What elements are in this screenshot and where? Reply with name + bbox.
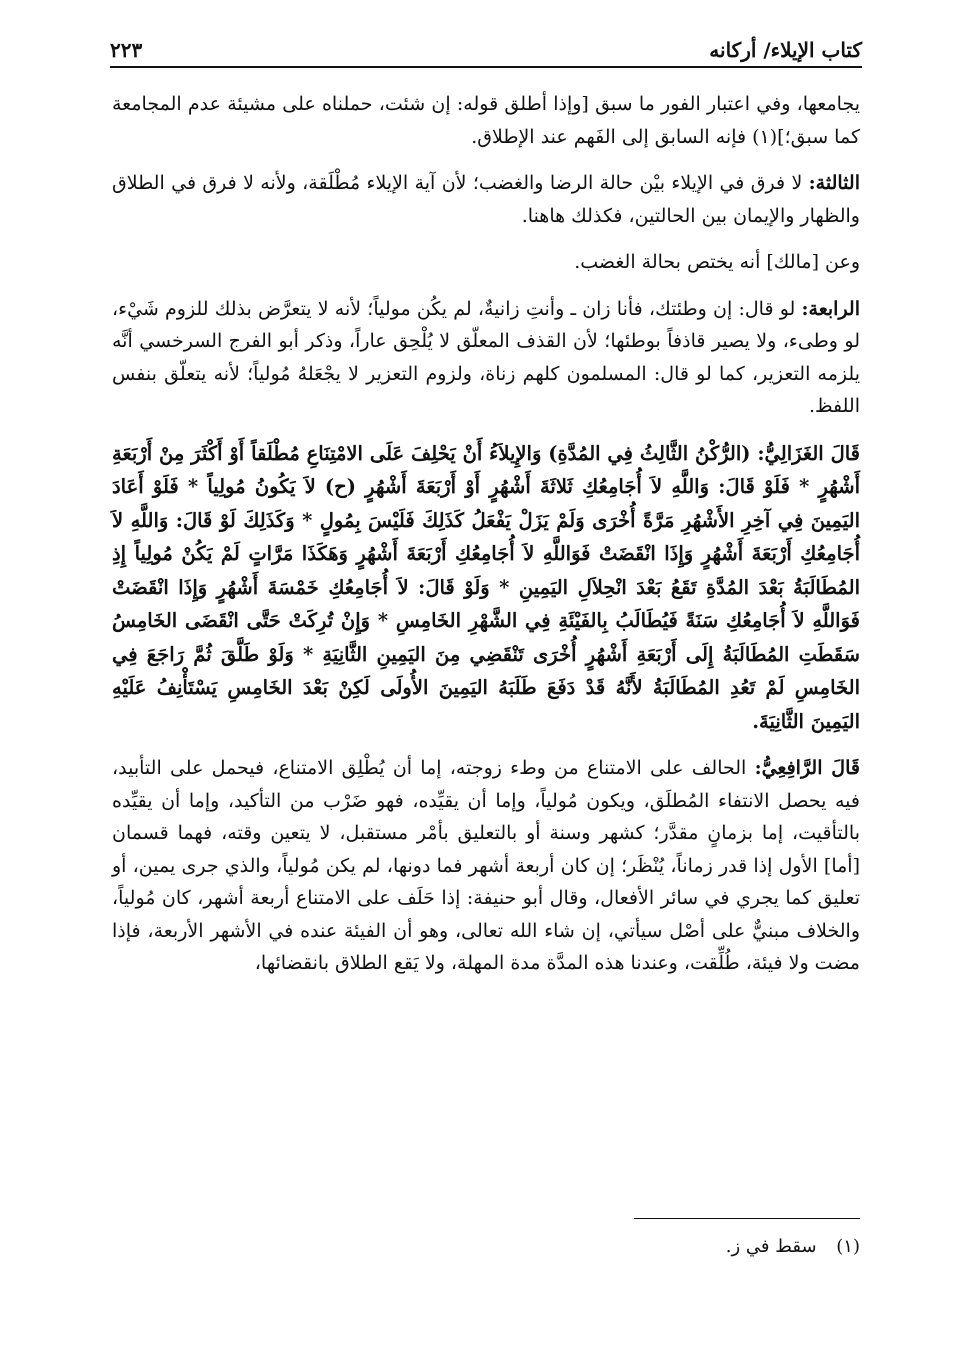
- paragraph-malik: [112, 246, 860, 279]
- footnote-rule: [634, 1218, 860, 1219]
- paragraph-continuation: [112, 88, 860, 153]
- page-header: [110, 24, 862, 62]
- paragraph-lead: الثالثة:: [808, 172, 860, 194]
- paragraph-lead: قَالَ الغَزَالِيُّ:: [757, 441, 860, 465]
- paragraph-lead: الرابعة:: [801, 297, 860, 320]
- paragraph-ghazali: [112, 437, 860, 739]
- paragraph-rafii: [112, 752, 860, 980]
- paragraph-text: وعن [مالك] أنه يختص بحالة الغضب.: [574, 251, 860, 273]
- footnote-number: (١): [836, 1236, 860, 1257]
- header-rule: [110, 66, 862, 68]
- paragraph-text: يجامعها، وفي اعتبار الفور ما سبق [وإذا أطلق قوله: إن شئت، حملناه على مشيئة عدم المجامعة كما سبق؛](١) فإنه السابق إلى الفَهم عند الإطلاق.: [112, 93, 860, 148]
- paragraph-fourth: [112, 293, 860, 423]
- paragraph-text: لا فرق في الإيلاء بيْن حالة الرضا والغضب؛ لأن آية الإيلاء مُطْلَقة، ولأنه لا فرق في الطلاق والظهار والإيمان بين الحالتين، فكذلك هاهنا.: [112, 172, 860, 227]
- paragraph-third: [112, 167, 860, 232]
- paragraph-text: لو قال: إن وطئتك، فأنا زان ـ وأنتِ زانيةٌ، لم يكُن مولياً؛ لأنه لا يتعرَّض بذلك للزوم شَيْء، لو وطىء، ولا يصير قاذفاً بوطئها؛ لأن القذف المعلّق لا يُلْحِق عاراً، وذكر أبو الفرج السرخسي أنَّه يلزمه التعزير، كما لو قال: المسلمون كلهم زناة، ولزوم التعزير لا يجْعَلهُ مُولياً؛ لأنه يتعلّق بنفس اللفظ.: [112, 297, 860, 417]
- paragraph-text: (الرُّكْنُ الثَّالِثُ فِي المُدَّةِ) وَالإِيلاَءُ أَنْ يَحْلِفَ عَلَى الامْتِنَاعِ مُطْلَقاً أَوْ أَكْثَرَ مِنْ أَرْبَعَةِ أَشْهُرٍ * فَلَوْ قَالَ: وَاللَّهِ لاَ أُجَامِعُكِ ثَلاثَةَ أَشْهُرٍ أَوْ أَرْبَعَةَ أَشْهُرٍ (ح) لاَ يَكُونُ مُولِياً * فَلَوْ أَعَادَ اليَمِينَ فِي آخِرِ الأَشْهُرِ مَرَّةً أُخْرَى وَلَمْ يَزَلْ يَفْعَلُ كَذَلِكَ فَلَيْسَ بِمُولٍ * وَكَذَلِكَ لَوْ قَالَ: وَاللَّهِ لاَ أُجَامِعُكِ أَرْبَعَةَ أَشْهُرٍ وَإِذَا انْقَضَتْ فَوَاللَّهِ لاَ أُجَامِعُكِ أَرْبَعَةَ أَشْهُرٍ وَهَكَذَا مَرَّاتٍ لَمْ يَكُنْ مُولِياً إِذِ المُطَالَبَةُ بَعْدَ المُدَّةِ تَقَعُ بَعْدَ انْحِلاَلِ اليَمِينِ * وَلَوْ قَالَ: لاَ أُجَامِعُكِ خَمْسَةَ أَشْهُرٍ وَإِذَا انْقَضَتْ فَوَاللَّهِ لاَ أُجَامِعُكِ سَنَةً فَيُطَالَبُ بِالفَيْئَةِ فِي الشَّهْرِ الخَامِسِ * وَإِنْ تُرِكَتْ حَتَّى انْقَضَى الخَامِسُ سَقَطَتِ المُطَالَبَةُ إِلَى أَرْبَعَةِ أَشْهُرٍ أُخْرَى تَنْقَضِي مِنَ اليَمِينِ الثَّانِيَةِ * وَلَوْ طَلَّقَ ثُمَّ رَاجَعَ فِي الخَامِسِ لَمْ تَعُدِ المُطَالَبَةُ لأَنَّهُ قَدْ دَفَعَ طَلَبَهُ اليَمِينَ الأُولَى لَكِنْ بَعْدَ الخَامِسِ يَسْتَأْنِفُ عَلَيْهِ اليَمِينَ الثَّانِيَةَ.: [112, 441, 860, 733]
- page-body: [112, 88, 860, 994]
- page-number: ٢٢٣: [110, 38, 143, 62]
- running-title: كتاب الإيلاء/ أركانه: [709, 38, 862, 62]
- paragraph-lead: قَالَ الرَّافِعِيُّ:: [754, 757, 860, 779]
- footnote-text: سقط في ز.: [725, 1236, 817, 1257]
- footnote: [112, 1234, 860, 1260]
- paragraph-text: الحالف على الامتناع من وطء زوجته، إما أن يُطْلِق الامتناع، فيحمل على التأبيد، فيه يحصل الانتفاء المُطلَق، ويكون مُولياً، وإما أن يقيِّده، فهو ضَرْب من التأكيد، وإما أن يقيِّده بالتأقيت، إما بزمانٍ مقدَّر؛ كشهر وسنة أو بالتعليق بأمْر مستقبل، لا يتعين وقته، فهما قسمان [أما] الأول إذا قدر زماناً، يُنْظَر؛ إن كان أربعة أشهر فما دونها، لم يكن مُولياً، والذي جرى يمين، أو تعليق كما يجري في سائر الأفعال، وقال أبو حنيفة: إذا حَلَف على الامتناع أربعة أشهر، كان مُولياً، والخلاف مبنيٌّ على أصْل سيأتي، إن شاء الله تعالى، وهو أن الفيئة عنده في الأشهر الأربعة، فإذا مضت ولا فيئة، طُلِّقت، وعندنا هذه المدَّة مدة المهلة، ولا يَقع الطلاق بانقضائها،: [112, 757, 860, 974]
